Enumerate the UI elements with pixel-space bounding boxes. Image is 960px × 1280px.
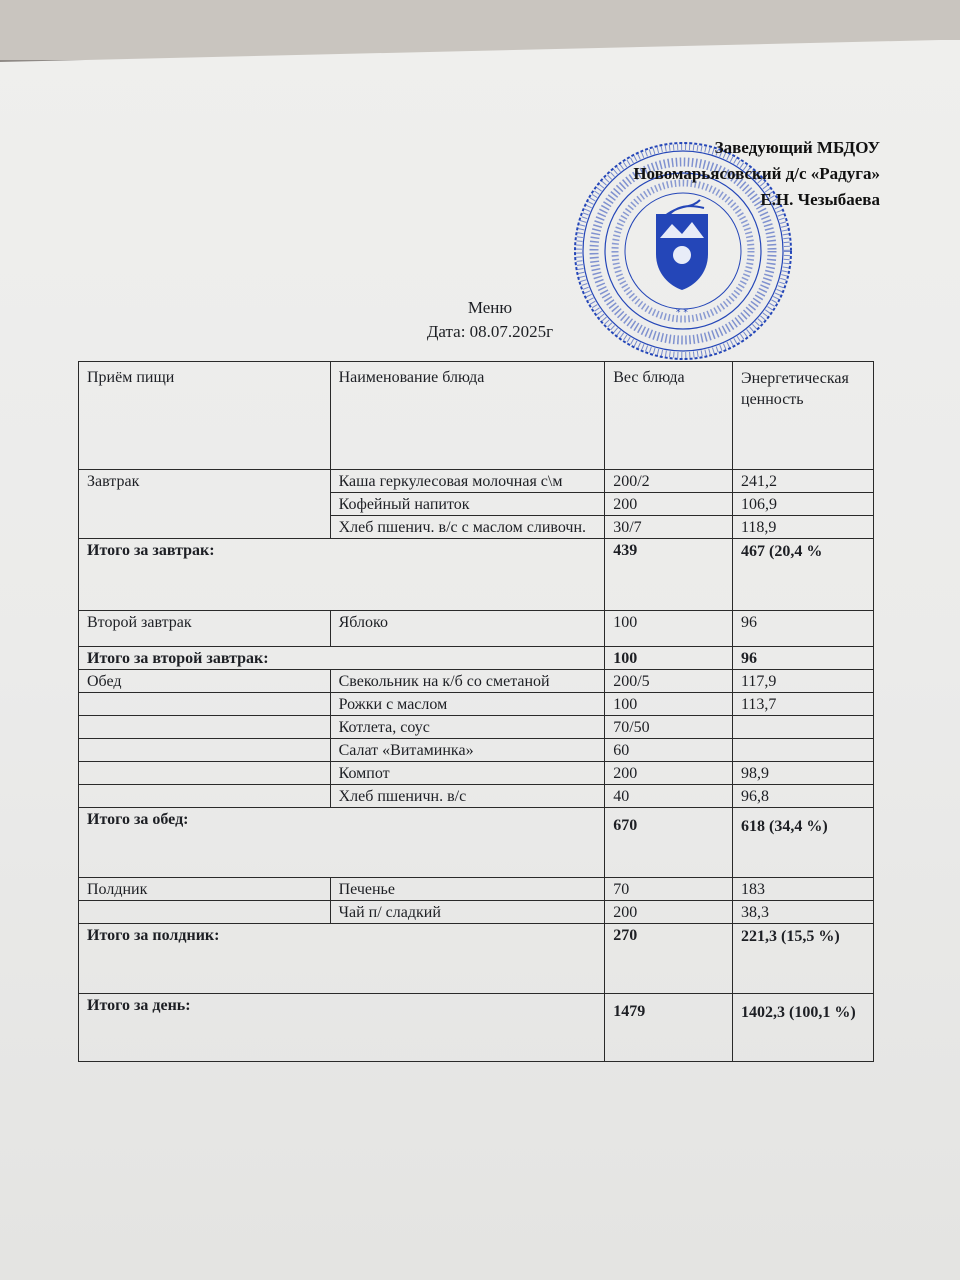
approval-line-name: Е.Н. Чезыбаева <box>760 190 880 209</box>
dish-cell: Рожки с маслом <box>330 693 605 716</box>
table-row <box>79 670 874 693</box>
menu-date: Дата: 08.07.2025г <box>426 322 554 341</box>
meal-cell-empty <box>79 785 331 808</box>
energy-cell: 98,9 <box>733 762 874 785</box>
table-total-row <box>79 539 874 611</box>
day-total-energy-cell: 1402,3 (100,1 %) <box>733 994 874 1062</box>
weight-cell: 70 <box>605 878 733 901</box>
weight-cell: 40 <box>605 785 733 808</box>
total-weight-cell: 100 <box>605 647 733 670</box>
energy-cell: 106,9 <box>733 493 874 516</box>
approval-line-position: Заведующий МБДОУ <box>714 138 880 157</box>
weight-cell: 70/50 <box>605 716 733 739</box>
energy-cell: 183 <box>733 878 874 901</box>
header-cell-weight: Вес блюда <box>605 362 733 470</box>
meal-cell-breakfast: Завтрак <box>79 470 331 539</box>
meal-cell-empty <box>79 693 331 716</box>
dish-cell: Кофейный напиток <box>330 493 605 516</box>
table-row <box>79 739 874 762</box>
day-total-label-cell: Итого за день: <box>79 994 605 1062</box>
weight-cell: 200/5 <box>605 670 733 693</box>
menu-table <box>78 361 874 1062</box>
dish-cell: Чай п/ сладкий <box>330 901 605 924</box>
table-row <box>79 693 874 716</box>
meal-cell-lunch: Обед <box>79 670 331 693</box>
menu-heading: Меню <box>467 298 513 317</box>
weight-cell: 100 <box>605 693 733 716</box>
approval-line-organization: Новомарьясовский д/с «Радуга» <box>633 164 880 183</box>
document-title <box>0 296 960 344</box>
total-energy-cell: 618 (34,4 %) <box>733 808 874 878</box>
total-energy-cell: 221,3 (15,5 %) <box>733 924 874 994</box>
weight-cell: 200 <box>605 901 733 924</box>
meal-cell-empty <box>79 901 331 924</box>
total-label-cell: Итого за завтрак: <box>79 539 605 611</box>
table-row <box>79 785 874 808</box>
dish-cell: Хлеб пшеничн. в/с <box>330 785 605 808</box>
dish-cell: Компот <box>330 762 605 785</box>
meal-cell-empty <box>79 739 331 762</box>
dish-cell: Свекольник на к/б со сметаной <box>330 670 605 693</box>
table-total-row <box>79 808 874 878</box>
total-label-cell: Итого за второй завтрак: <box>79 647 605 670</box>
total-label-cell: Итого за обед: <box>79 808 605 878</box>
dish-cell: Яблоко <box>330 611 605 647</box>
header-cell-energy: Энергетическая ценность <box>733 362 874 470</box>
energy-cell: 113,7 <box>733 693 874 716</box>
dish-cell: Хлеб пшенич. в/с с маслом сливочн. <box>330 516 605 539</box>
weight-cell: 200/2 <box>605 470 733 493</box>
table-row <box>79 901 874 924</box>
energy-cell <box>733 739 874 762</box>
energy-cell: 241,2 <box>733 470 874 493</box>
table-row <box>79 716 874 739</box>
total-energy-cell: 96 <box>733 647 874 670</box>
energy-cell: 96 <box>733 611 874 647</box>
table-row <box>79 611 874 647</box>
table-total-row <box>79 647 874 670</box>
weight-cell: 60 <box>605 739 733 762</box>
total-energy-cell: 467 (20,4 % <box>733 539 874 611</box>
table-header-row <box>79 362 874 470</box>
weight-cell: 200 <box>605 762 733 785</box>
weight-cell: 100 <box>605 611 733 647</box>
dish-cell: Каша геркулесовая молочная с\м <box>330 470 605 493</box>
svg-text:* *: * * <box>676 308 688 318</box>
energy-cell: 118,9 <box>733 516 874 539</box>
total-weight-cell: 670 <box>605 808 733 878</box>
meal-cell-empty <box>79 762 331 785</box>
meal-cell-empty <box>79 716 331 739</box>
table-row <box>79 762 874 785</box>
weight-cell: 30/7 <box>605 516 733 539</box>
total-weight-cell: 439 <box>605 539 733 611</box>
energy-cell <box>733 716 874 739</box>
energy-cell: 117,9 <box>733 670 874 693</box>
weight-cell: 200 <box>605 493 733 516</box>
dish-cell: Салат «Витаминка» <box>330 739 605 762</box>
table-row <box>79 470 874 493</box>
header-cell-meal: Приём пищи <box>79 362 331 470</box>
meal-cell-second-breakfast: Второй завтрак <box>79 611 331 647</box>
dish-cell: Печенье <box>330 878 605 901</box>
day-total-weight-cell: 1479 <box>605 994 733 1062</box>
total-weight-cell: 270 <box>605 924 733 994</box>
table-total-row <box>79 924 874 994</box>
table-row <box>79 878 874 901</box>
table-total-row <box>79 994 874 1062</box>
header-cell-dish: Наименование блюда <box>330 362 605 470</box>
dish-cell: Котлета, соус <box>330 716 605 739</box>
total-label-cell: Итого за полдник: <box>79 924 605 994</box>
energy-cell: 96,8 <box>733 785 874 808</box>
energy-cell: 38,3 <box>733 901 874 924</box>
approval-header <box>633 135 880 213</box>
meal-cell-snack: Полдник <box>79 878 331 901</box>
